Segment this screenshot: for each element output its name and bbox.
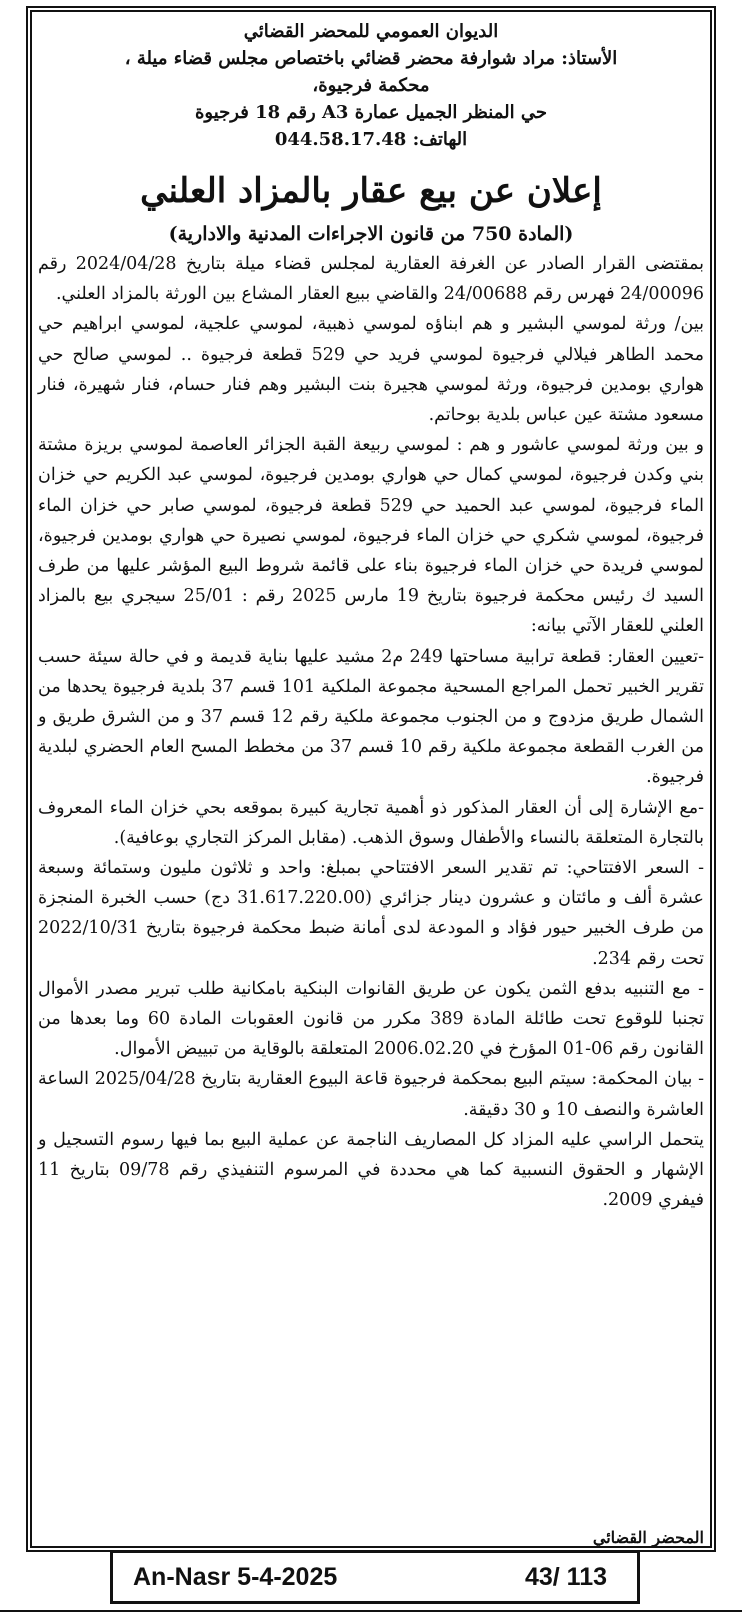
paragraph-fees: يتحمل الراسي عليه المزاد كل المصاريف الناجمة عن عملية البيع بما فيها رسوم التسجيل و الإشهار و الحقوق النسبية كما هي محددة في المرسوم التنفيذي رقم 09/78 بتاريخ 11 فيفري 2009. [38,1129,704,1211]
paragraph-note: -مع الإشارة إلى أن العقار المذكور ذو أهمية تجارية كبيرة بموقعه بحي خزان الماء المعروف بالتجارة المتعلقة بالنساء والأطفال وسوق الذهب. (مقابل المركز التجاري بوعافية). [38,797,704,848]
bailiff-name: الأستاذ: مراد شوارفة محضر قضائي باختصاص مجلس قضاء ميلة ، [124,48,618,69]
signature: المحضر القضائي [592,1528,704,1547]
paragraph-heirs-2: و بين ورثة لموسي عاشور و هم : لموسي ربيعة القبة الجزائر العاصمة لموسي بريزة مشتة بني وكدن فرجيوة، لموسي كمال حي هواري بومدين فرجيوة، لموسي عبد الكريم حي خزان الماء فرجيوة، لموسي عبد الحميد حي 529 قطعة فرجيوة، لموسي صابر حي خزان الماء فرجيوة، لموسي شكري حي خزان الماء فرجيوة، لموسي نصيرة حي هواري بومدين فرجيوة، لموسي فريدة حي خزان الماء فرجيوة بناء على قائمة شروط البيع المؤشر عليها من طرف السيد ك رئيس محكمة فرجيوة بتاريخ 19 مارس 2025 رقم : 25/01 سيجري بيع بالمزاد العلني للعقار الآتي بيانه: [38,435,704,637]
court-name: محكمة فرجيوة، [312,75,430,96]
paragraph-heirs-1: بين/ ورثة لموسي البشير و هم ابناؤه لموسي ذهبية، لموسي علجية، لموسي ابراهيم حي محمد الطاهر فيلالي فرجيوة لموسي فريد حي 529 قطعة فرجيوة .. لموسي صالح حي هواري بومدين فرجيوة، ورثة لموسي هجيرة بنت البشير وهم فنار حسام، فنار شهيرة، فنار مسعود مشتة عين عباس بلدية بوحاتم. [38,314,704,426]
announcement [38,18,704,1216]
paragraph-property: -تعيين العقار: قطعة ترابية مساحتها 249 م2 مشيد عليها بناية قديمة و في حالة سيئة حسب تقرير الخبير تحمل المراجع المسحية مجموعة الملكية 101 قسم 37 بلدية فرجيوة يحدها من الشمال طريق مزدوج و من الجنوب مجموعة ملكية رقم 12 قسم 37 و من الشرق طريق و من الغرب القطعة مجموعة ملكية رقم 10 قسم 37 من مخطط المسح العام الحضري لبلدية فرجيوة. [38,646,705,788]
newspaper-footer [110,1550,640,1604]
paragraph-payment: - مع التنبيه بدفع الثمن يكون عن طريق القانوات البنكية بامكانية طلب تبرير مصدر الأموال تجنبا للوقوع تحت طائلة المادة 389 مكرر من قانون العقوبات المادة 60 وما بعدها من القانون رقم 06-01 المؤرخ في 2006.02.20 المتعلقة بالوقاية من تبييض الأموال. [38,978,704,1060]
bottom-rule [0,1610,742,1612]
announcement-body [38,249,704,1216]
office-address: حي المنظر الجميل عمارة A3 رقم 18 فرجيوة [194,102,547,123]
paragraph-decision: بمقتضى القرار الصادر عن الغرفة العقارية لمجلس قضاء ميلة بتاريخ 2024/04/28 رقم 24/00096 فهرس رقم 24/00688 والقاضي ببيع العقار المشاع بين الورثة بالمزاد العلني. [38,254,704,305]
bailiff-header [38,18,704,153]
office-name: الديوان العمومي للمحضر القضائي [243,21,499,42]
announcement-title: إعلان عن بيع عقار بالمزاد العلني [140,171,602,211]
office-phone: الهاتف: 044.58.17.48 [274,129,468,150]
newspaper-date: An-Nasr 5-4-2025 [133,1563,338,1591]
announcement-subtitle: (المادة 750 من قانون الاجراءات المدنية والادارية) [168,223,574,245]
paragraph-court: - بيان المحكمة: سيتم البيع بمحكمة فرجيوة قاعة البيوع العقارية بتاريخ 2025/04/28 الساعة العاشرة والنصف 10 و 30 دقيقة. [38,1069,704,1120]
page-number: 43/ 113 [524,1563,607,1591]
paragraph-price: - السعر الافتتاحي: تم تقدير السعر الافتتاحي بمبلغ: واحد و ثلاثون مليون وستمائة وسبعة عشرة ألف و مائتان و عشرون دينار جزائري (31.617.220.00 دج) حسب الخبرة المنجزة من طرف الخبير حيور فؤاد و المودعة لدى أمانة ضبط محكمة فرجيوة بتاريخ 2022/10/31 تحت رقم 234. [38,858,705,969]
